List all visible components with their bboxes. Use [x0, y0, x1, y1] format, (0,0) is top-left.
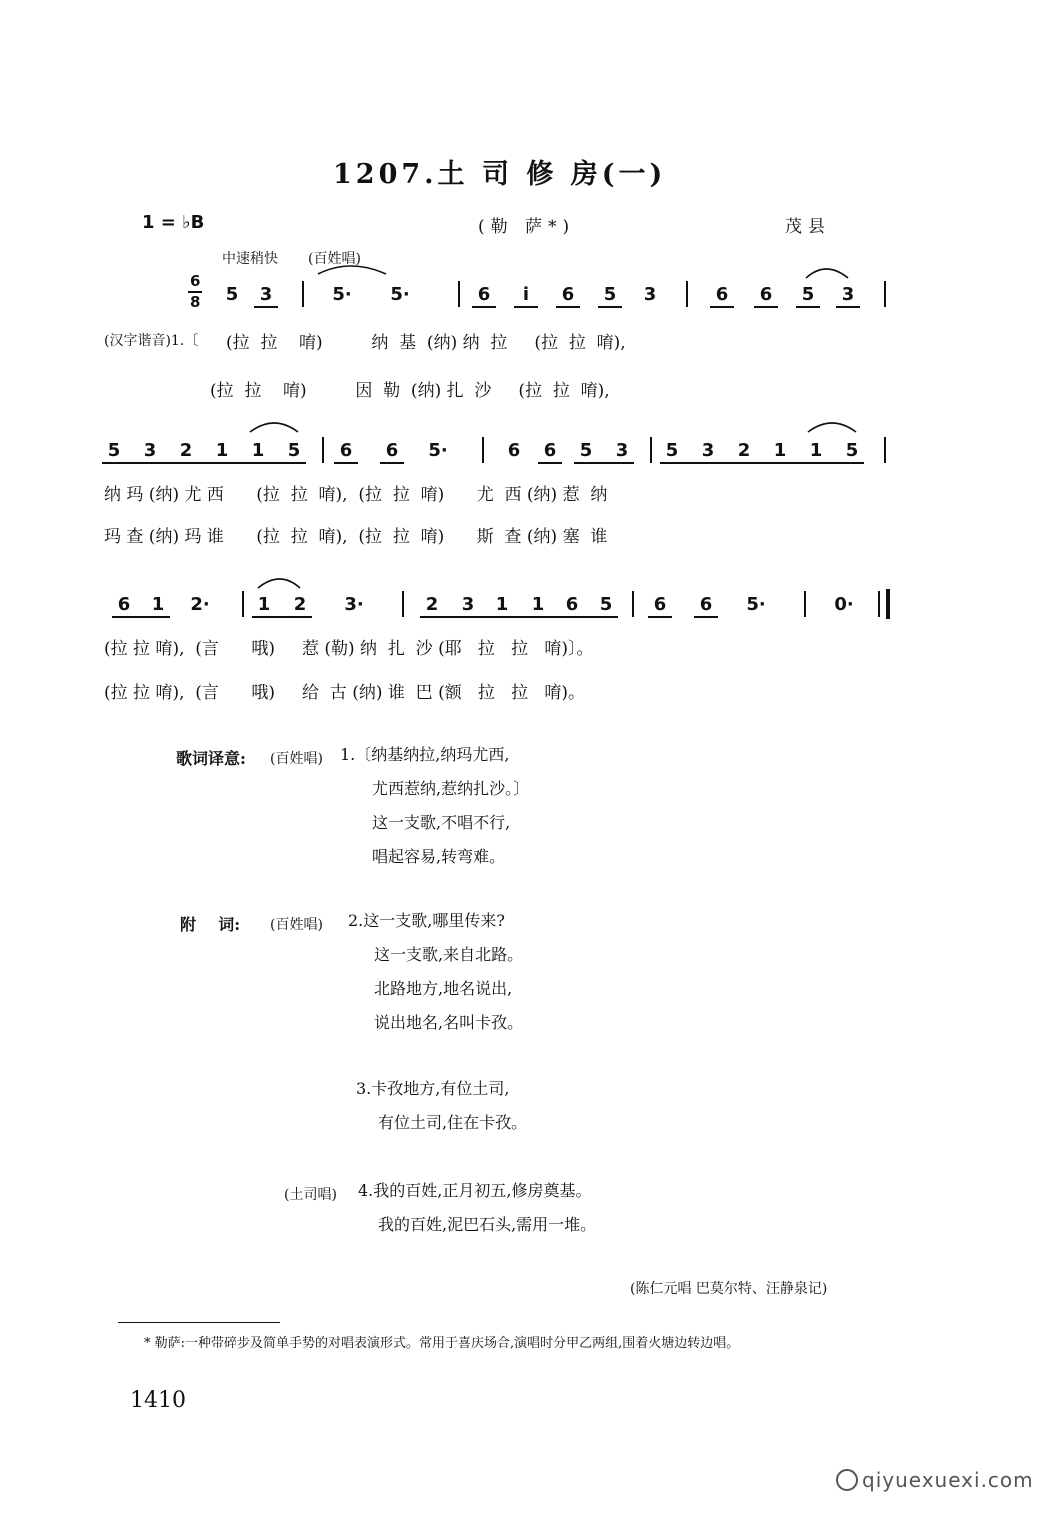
footnote-text: * 勒萨:一种带碎步及简单手势的对唱表演形式。常用于喜庆场合,演唱时分甲乙两组,围着火塘边转边唱。 — [144, 1336, 740, 1351]
slur — [808, 423, 856, 432]
note: 5· — [428, 440, 448, 461]
note-underline — [660, 462, 864, 464]
verse-line: 说出地名,名叫卡孜。 — [374, 1013, 524, 1032]
note: 3 — [461, 594, 475, 615]
verse-line: 2.这一支歌,哪里传来? — [348, 911, 505, 930]
note: 6 — [759, 284, 773, 305]
note-underline — [710, 306, 734, 308]
lyric-line-2b: 玛 查 (纳) 玛 谁 (拉 拉 唷), (拉 拉 唷) 斯 查 (纳) 塞 谁 — [104, 527, 608, 547]
note: 5 — [599, 594, 613, 615]
note-underline — [514, 306, 538, 308]
singer-part-label: (百姓唱) — [308, 251, 361, 267]
barline — [650, 437, 652, 463]
watermark-logo-icon — [836, 1469, 858, 1491]
note: 5· — [332, 284, 352, 305]
verse-line: 这一支歌,来自北路。 — [374, 945, 524, 964]
note: 6 — [715, 284, 729, 305]
verse-line: 4.我的百姓,正月初五,修房奠基。 — [358, 1181, 592, 1200]
note-underline — [254, 306, 278, 308]
verse-line: 北路地方,地名说出, — [374, 979, 513, 998]
note: 5 — [287, 440, 301, 461]
watermark — [836, 1468, 1034, 1492]
key-signature: 1 = ♭B — [142, 212, 205, 233]
barline — [402, 591, 404, 617]
translation-part: (百姓唱) — [270, 751, 323, 767]
note: 6 — [385, 440, 399, 461]
note-underline — [334, 462, 358, 464]
barline — [482, 437, 484, 463]
footnote-divider — [118, 1322, 280, 1323]
note-underline — [538, 462, 562, 464]
translation-line: 这一支歌,不唱不行, — [372, 813, 511, 832]
note: 6 — [561, 284, 575, 305]
note: 3 — [701, 440, 715, 461]
note: 1 — [251, 440, 265, 461]
verse-line: 有位土司,住在卡孜。 — [378, 1113, 528, 1132]
tempo-marking: 中速稍快 — [222, 251, 278, 267]
note-underline — [420, 616, 618, 618]
note-underline — [112, 616, 170, 618]
note: 1 — [495, 594, 509, 615]
note-underline — [252, 616, 312, 618]
note: 6 — [699, 594, 713, 615]
lyric-line-2a: 纳 玛 (纳) 尤 西 (拉 拉 唷), (拉 拉 唷) 尤 西 (纳) 惹 纳 — [104, 485, 608, 505]
lyric-prefix: (汉字谐音)1.〔 — [104, 333, 199, 349]
barline — [322, 437, 324, 463]
slur — [258, 579, 300, 588]
note: 3 — [259, 284, 273, 305]
note: 2· — [190, 594, 210, 615]
time-signature-top: 6 — [190, 272, 201, 290]
song-title: 1207.土 司 修 房(一) — [333, 159, 667, 190]
note: 2 — [425, 594, 439, 615]
note-underline — [472, 306, 496, 308]
barline — [804, 591, 806, 617]
extra-label: 附 词: — [180, 915, 241, 934]
extra-part-4: (土司唱) — [284, 1187, 337, 1203]
note-underline — [796, 306, 820, 308]
page-number: 1410 — [130, 1388, 186, 1413]
note-underline — [380, 462, 404, 464]
note: 1 — [809, 440, 823, 461]
extra-part: (百姓唱) — [270, 917, 323, 933]
note-underline — [836, 306, 860, 308]
note: 3 — [643, 284, 657, 305]
credit-line: (陈仁元唱 巴莫尔特、汪静泉记) — [630, 1281, 828, 1297]
note: 5· — [746, 594, 766, 615]
note: 5 — [665, 440, 679, 461]
note: 6 — [507, 440, 521, 461]
note-underline — [648, 616, 672, 618]
final-barline-thick — [886, 589, 890, 619]
barline — [632, 591, 634, 617]
genre-label: (勒 萨*) — [478, 217, 576, 237]
note: 1 — [257, 594, 271, 615]
barline — [686, 281, 688, 307]
slur — [806, 269, 848, 278]
lyric-line-1a: (拉 拉 唷) 纳 基 (纳) 纳 拉 (拉 拉 唷), — [226, 333, 626, 353]
note: 1 — [215, 440, 229, 461]
note: 1 — [531, 594, 545, 615]
slur — [250, 423, 298, 432]
translation-line: 唱起容易,转弯难。 — [372, 847, 506, 866]
note: 6 — [339, 440, 353, 461]
barline — [458, 281, 460, 307]
note-underline — [574, 462, 634, 464]
note-underline — [754, 306, 778, 308]
time-signature-bottom: 8 — [190, 293, 201, 311]
note-underline — [694, 616, 718, 618]
lyric-line-3b: (拉 拉 唷), (言 哦) 给 古 (纳) 谁 巴 (额 拉 拉 唷)。 — [104, 683, 585, 703]
note: 0· — [834, 594, 854, 615]
barline — [884, 437, 886, 463]
note: 1 — [151, 594, 165, 615]
barline — [884, 281, 886, 307]
barline — [302, 281, 304, 307]
note-underline — [598, 306, 622, 308]
note: 6 — [653, 594, 667, 615]
final-barline-thin — [878, 591, 880, 617]
note: 2 — [293, 594, 307, 615]
note: 5 — [107, 440, 121, 461]
note: 6 — [117, 594, 131, 615]
note: 6 — [477, 284, 491, 305]
note-underline — [102, 462, 306, 464]
note: 5 — [603, 284, 617, 305]
lyric-line-1b: (拉 拉 唷) 因 勒 (纳) 扎 沙 (拉 拉 唷), — [210, 381, 610, 401]
verse-line: 3.卡孜地方,有位土司, — [356, 1079, 510, 1098]
note: 5 — [225, 284, 239, 305]
note: 5 — [579, 440, 593, 461]
translation-line: 1.〔纳基纳拉,纳玛尤西, — [340, 745, 510, 764]
note: 3 — [841, 284, 855, 305]
note: 3 — [143, 440, 157, 461]
note: 5 — [845, 440, 859, 461]
translation-label: 歌词译意: — [176, 749, 246, 768]
note: 6 — [543, 440, 557, 461]
note: 5 — [801, 284, 815, 305]
note: 2 — [737, 440, 751, 461]
note-underline — [556, 306, 580, 308]
watermark-text: qiyuexuexi.com — [862, 1468, 1034, 1492]
note: 3 — [615, 440, 629, 461]
lyric-line-3a: (拉 拉 唷), (言 哦) 惹 (勒) 纳 扎 沙 (耶 拉 拉 唷)〕。 — [104, 639, 594, 659]
place-label: 茂县 — [785, 217, 831, 237]
note: 3· — [344, 594, 364, 615]
translation-line: 尤西惹纳,惹纳扎沙。〕 — [372, 779, 530, 798]
note: 6 — [565, 594, 579, 615]
note: 2 — [179, 440, 193, 461]
note: 5· — [390, 284, 410, 305]
note: 1 — [773, 440, 787, 461]
note: i — [522, 284, 530, 305]
barline — [242, 591, 244, 617]
verse-line: 我的百姓,泥巴石头,需用一堆。 — [378, 1215, 597, 1234]
